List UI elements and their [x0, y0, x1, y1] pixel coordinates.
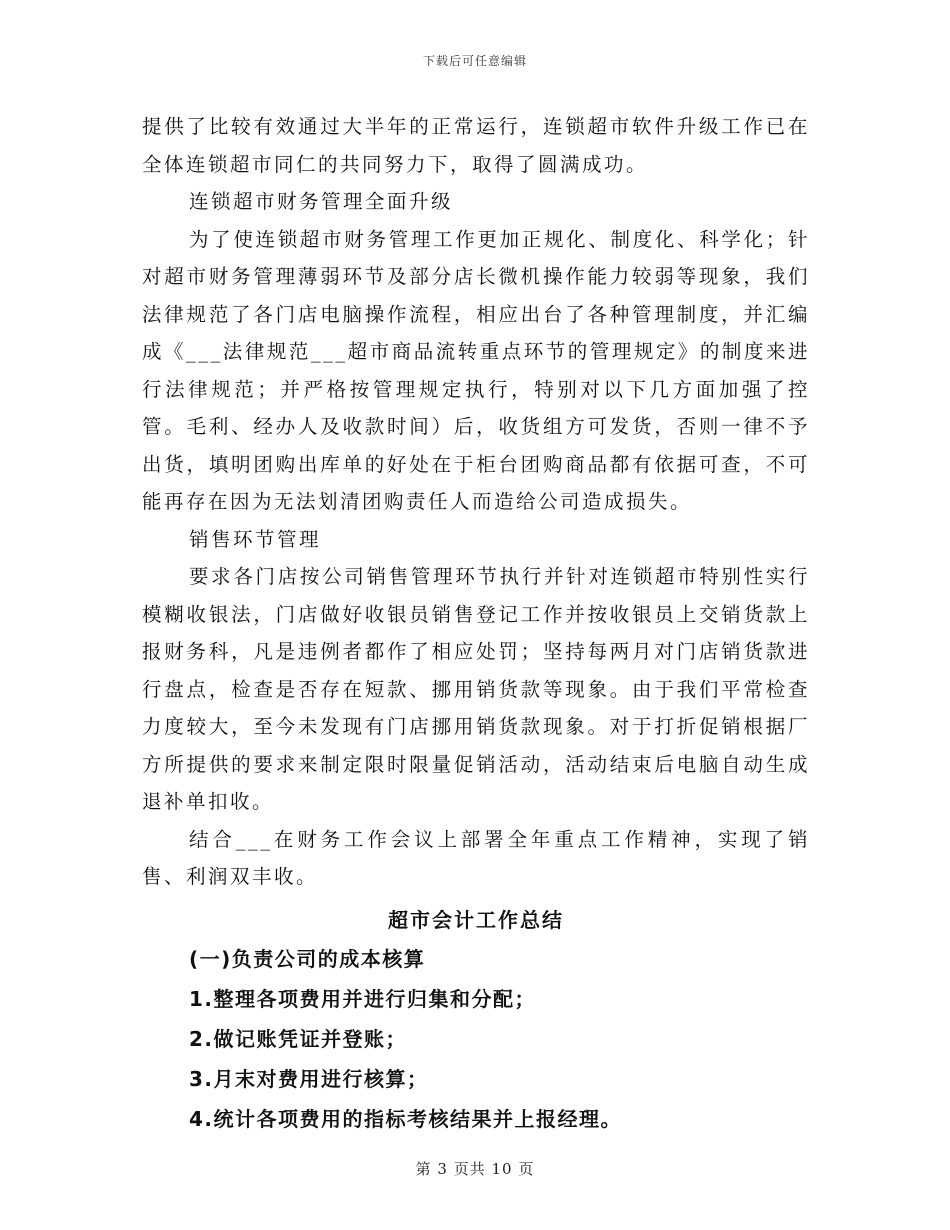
subheading-sales-management: 销售环节管理 — [189, 527, 322, 551]
page-footer: 第 3 页共 10 页 — [415, 1160, 535, 1178]
section-title: 超市会计工作总结 — [388, 907, 564, 932]
paragraph-sales-management: 要求各门店按公司销售管理环节执行并针对连锁超市特别性实行模糊收银法，门店做好收银员销售登记工作并按收银员上交销货款上报财务科，凡是违例者都作了相应处罚；坚持每两月对门店销货款进行盘点，检查是否存在短款、挪用销货款等现象。由于我们平常检查力度较大，至今未发现有门店挪用销货款现象。对于打折促销根据厂方所提供的要求来制定限时限量促销活动，活动结束后电脑自动生成退补单扣收。 — [142, 565, 810, 813]
subheading-finance-upgrade: 连锁超市财务管理全面升级 — [189, 190, 454, 213]
section-item-2: 2.做记账凭证并登账； — [189, 1027, 408, 1051]
paragraph-finance-management: 为了使连锁超市财务管理工作更加正规化、制度化、科学化；针对超市财务管理薄弱环节及部分店长微机操作能力较弱等现象，我们法律规范了各门店电脑操作流程，相应出台了各种管理制度，并汇编成《___法律规范___超市商品流转重点环节的管理规定》的制度来进行法律规范；并严格按管理规定执行，特别对以下几方面加强了控管。毛利、经办人及收款时间）后，收货组方可发货，否则一律不予出货，填明团购出库单的好处在于柜台团购商品都有依据可查，不可能再存在因为无法划清团购责任人而造给公司造成损失。 — [142, 227, 810, 513]
section-item-heading: (一)负责公司的成本核算 — [189, 947, 426, 971]
section-item-3: 3.月末对费用进行核算； — [189, 1067, 429, 1091]
paragraph-conclusion: 结合___在财务工作会议上部署全年重点工作精神，实现了销售、利润双丰收。 — [142, 827, 810, 888]
section-item-1: 1.整理各项费用并进行归集和分配； — [189, 987, 537, 1011]
page-header: 下载后可任意编辑 — [422, 54, 527, 68]
section-item-4: 4.统计各项费用的指标考核结果并上报经理。 — [189, 1107, 623, 1131]
paragraph-continuation: 提供了比较有效通过大半年的正常运行，连锁超市软件升级工作已在全体连锁超市同仁的共同努力下，取得了圆满成功。 — [142, 115, 810, 176]
document-body — [142, 108, 810, 1139]
